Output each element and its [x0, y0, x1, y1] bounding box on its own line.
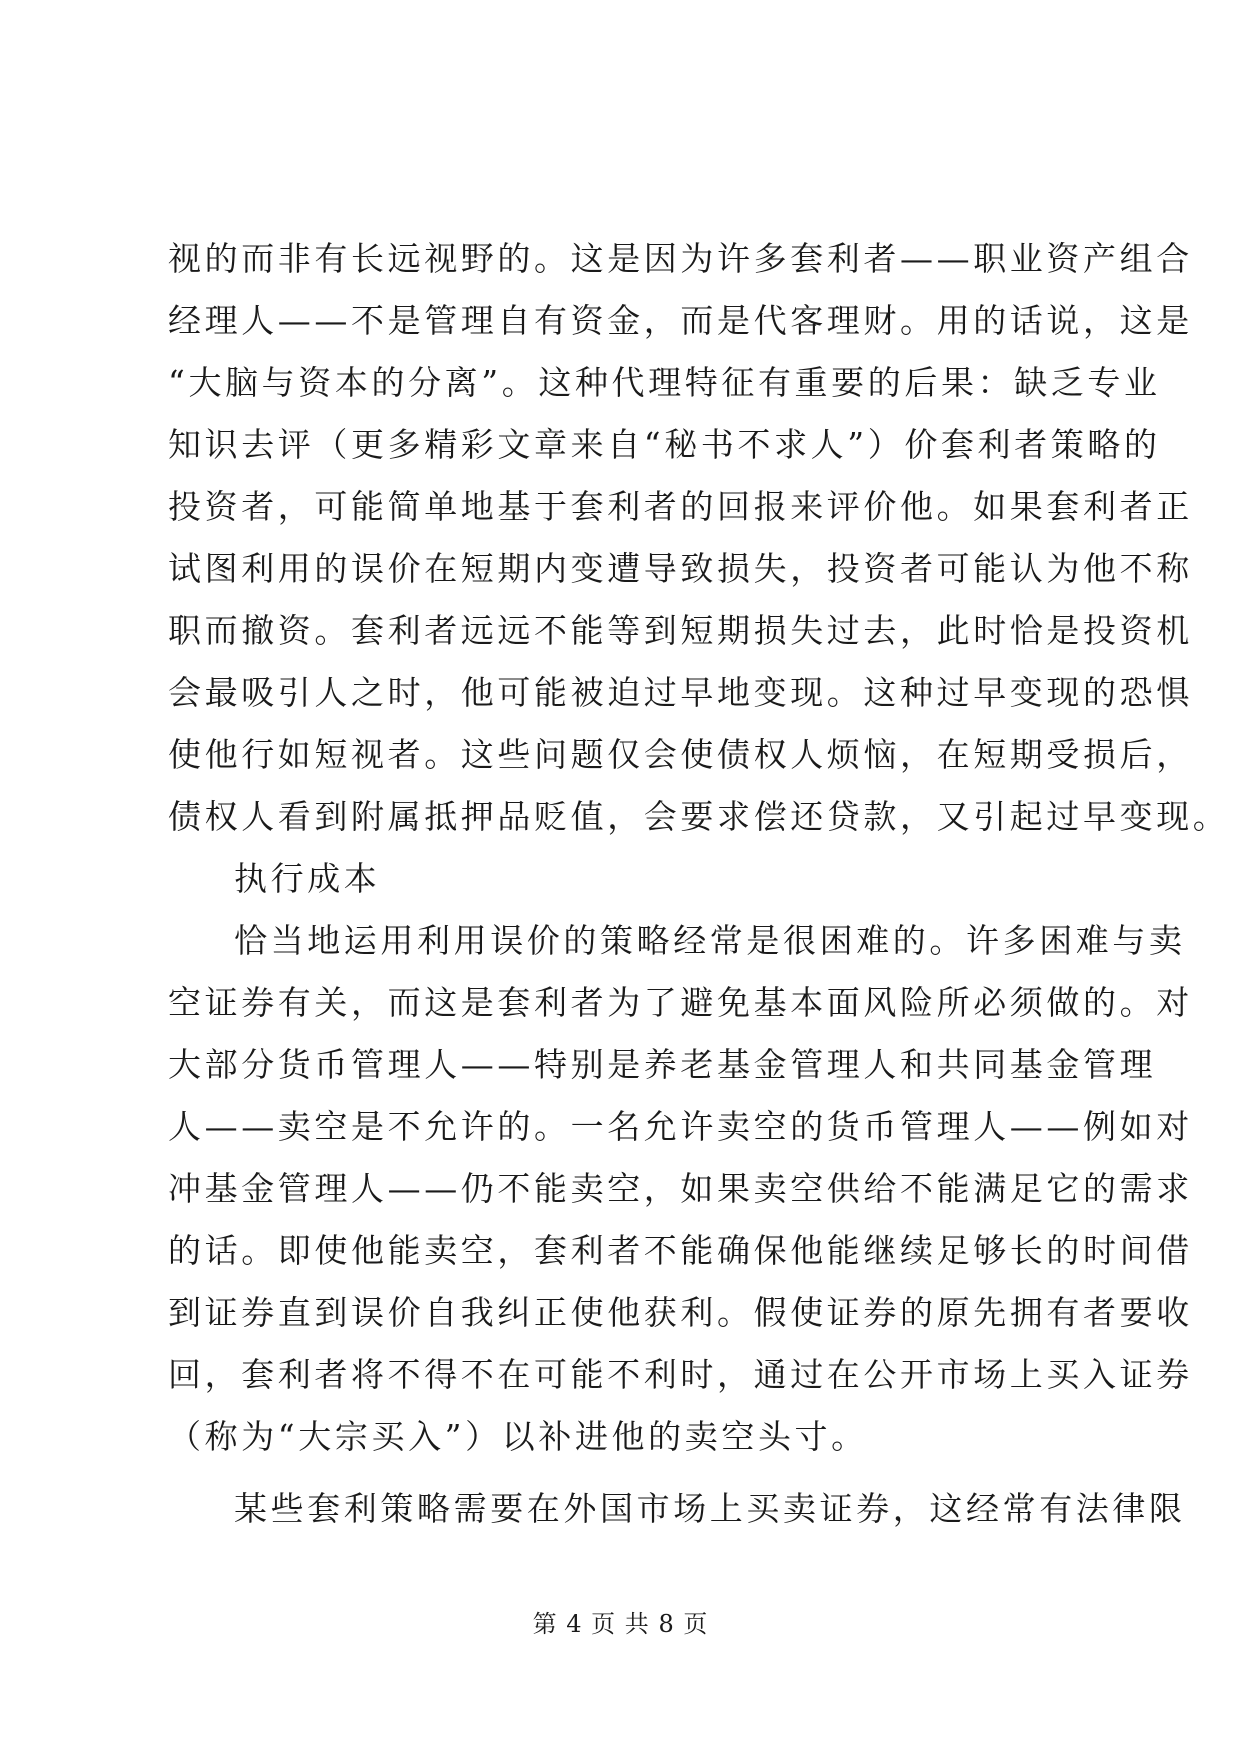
- paragraph-line: 视的而非有长远视野的。这是因为许多套利者——职业资产组合: [168, 239, 1193, 278]
- paragraph-line: 空证券有关，而这是套利者为了避免基本面风险所必须做的。对: [168, 983, 1193, 1022]
- paragraph-line: 人——卖空是不允许的。一名允许卖空的货币管理人——例如对: [168, 1107, 1193, 1146]
- paragraph-line: 经理人——不是管理自有资金，而是代客理财。用的话说，这是: [168, 301, 1193, 340]
- paragraph-line: 使他行如短视者。这些问题仅会使债权人烦恼，在短期受损后，: [168, 735, 1193, 774]
- paragraph-line: 投资者，可能简单地基于套利者的回报来评价他。如果套利者正: [168, 487, 1193, 526]
- paragraph-line: 回，套利者将不得不在可能不利时，通过在公开市场上买入证券: [168, 1355, 1193, 1394]
- paragraph-line: 会最吸引人之时，他可能被迫过早地变现。这种过早变现的恐惧: [168, 673, 1193, 712]
- paragraph-line: 的话。即使他能卖空，套利者不能确保他能继续足够长的时间借: [168, 1231, 1193, 1270]
- paragraph-line: （称为“大宗买入”）以补进他的卖空头寸。: [168, 1417, 868, 1456]
- paragraph-line: 债权人看到附属抵押品贬值，会要求偿还贷款，又引起过早变现。: [168, 797, 1230, 836]
- paragraph-line: 某些套利策略需要在外国市场上买卖证券，这经常有法律限: [234, 1489, 1186, 1528]
- paragraph-line: 大部分货币管理人——特别是养老基金管理人和共同基金管理: [168, 1045, 1157, 1084]
- paragraph-line: 恰当地运用利用误价的策略经常是很困难的。许多困难与卖: [234, 921, 1186, 960]
- paragraph-line: 到证券直到误价自我纠正使他获利。假使证券的原先拥有者要收: [168, 1293, 1193, 1332]
- page-number-footer: 第 4 页 共 8 页: [532, 1610, 709, 1638]
- paragraph-line: 冲基金管理人——仍不能卖空，如果卖空供给不能满足它的需求: [168, 1169, 1193, 1208]
- paragraph-line: 知识去评（更多精彩文章来自“秘书不求人”）价套利者策略的: [168, 425, 1161, 464]
- section-heading: 执行成本: [234, 859, 381, 898]
- paragraph-line: 试图利用的误价在短期内变遭导致损失，投资者可能认为他不称: [168, 549, 1193, 588]
- paragraph-line: “大脑与资本的分离”。这种代理特征有重要的后果：缺乏专业: [168, 363, 1161, 402]
- document-body: [168, 228, 1230, 1540]
- paragraph-line: 职而撤资。套利者远远不能等到短期损失过去，此时恰是投资机: [168, 611, 1193, 650]
